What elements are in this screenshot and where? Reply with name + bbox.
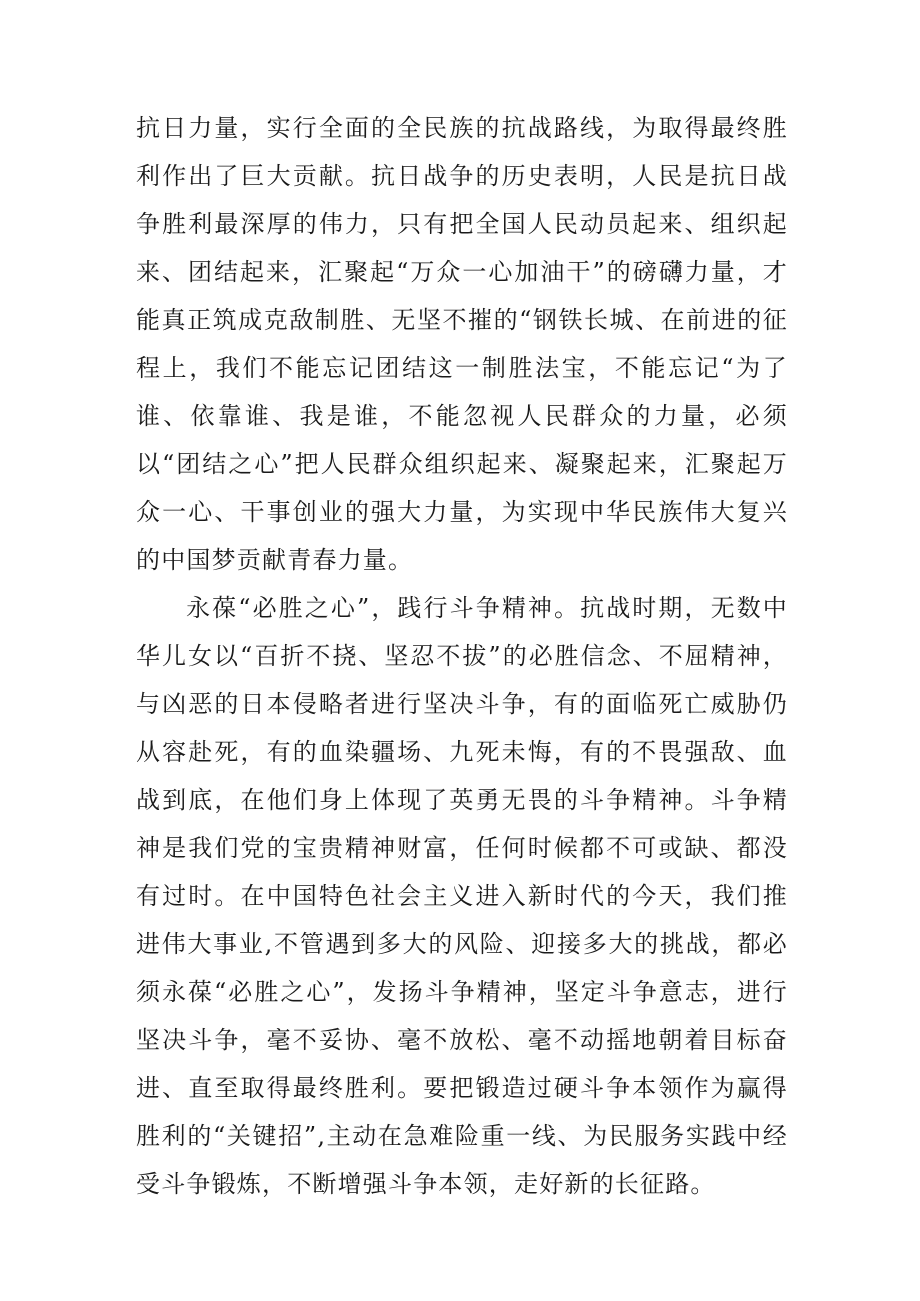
- paragraph-continuation: 抗日力量，实行全面的全民族的抗战路线，为取得最终胜利作出了巨大贡献。抗日战争的历史表明，人民是抗日战争胜利最深厚的伟力，只有把全国人民动员起来、组织起来、团结起来，汇聚起“万众一心加油干”的磅礴力量，才能真正筑成克敌制胜、无坚不摧的“钢铁长城、在前进的征程上，我们不能忘记团结这一制胜法宝，不能忘记“为了谁、依靠谁、我是谁，不能忽视人民群众的力量，必须以“团结之心”把人民群众组织起来、凝聚起来，汇聚起万众一心、干事创业的强大力量，为实现中华民族伟大复兴的中国梦贡献青春力量。: [136, 114, 788, 574]
- paragraph-struggle-spirit: 永葆“必胜之心”，践行斗争精神。抗战时期，无数中华儿女以“百折不挠、坚忍不拔”的必胜信念、不屈精神，与凶恶的日本侵略者进行坚决斗争，有的面临死亡威胁仍从容赴死，有的血染疆场、九死未悔，有的不畏强敌、血战到底，在他们身上体现了英勇无畏的斗争精神。斗争精神是我们党的宝贵精神财富，任何时候都不可或缺、都没有过时。在中国特色社会主义进入新时代的今天，我们推进伟大事业,不管遇到多大的风险、迎接多大的挑战，都必须永葆“必胜之心”，发扬斗争精神，坚定斗争意志，进行坚决斗争，毫不妥协、毫不放松、毫不动摇地朝着目标奋进、直至取得最终胜利。要把锻造过硬斗争本领作为赢得胜利的“关键招”,主动在急难险重一线、为民服务实践中经受斗争锻炼，不断增强斗争本领，走好新的长征路。: [136, 594, 788, 1198]
- body-text: [136, 104, 788, 1208]
